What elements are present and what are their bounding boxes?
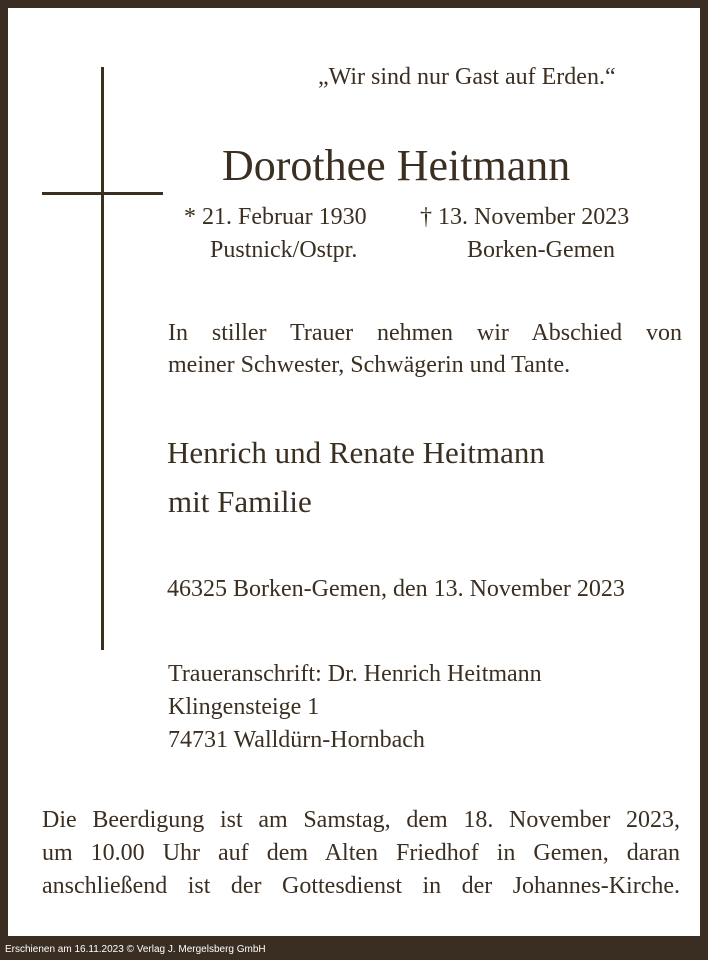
funeral-line: um 10.00 Uhr auf dem Alten Friedhof in Gemen, daran [42, 840, 680, 866]
obituary-notice [8, 8, 700, 936]
address-line: Traueranschrift: Dr. Henrich Heitmann [168, 661, 542, 687]
message-line: In stiller Trauer nehmen wir Abschied von [168, 320, 682, 346]
quote: „Wir sind nur Gast auf Erden.“ [318, 64, 616, 90]
address-line: 74731 Walldürn-Hornbach [168, 727, 425, 753]
place-date: 46325 Borken-Gemen, den 13. November 2023 [167, 576, 625, 602]
funeral-line: anschließend ist der Gottesdienst in der Johannes-Kirche. [42, 873, 680, 899]
birth-place: Pustnick/Ostpr. [210, 237, 358, 263]
funeral-info [42, 804, 680, 903]
address-line: Klingensteige 1 [168, 694, 320, 720]
family-line: mit Familie [168, 484, 312, 519]
cross-icon-vertical [101, 67, 104, 650]
publication-footer: Erschienen am 16.11.2023 © Verlag J. Mergelsberg GmbH [5, 944, 266, 955]
deceased-name: Dorothee Heitmann [222, 141, 571, 190]
message-line: meiner Schwester, Schwägerin und Tante. [168, 352, 571, 378]
death-date: † 13. November 2023 [420, 204, 630, 230]
mourning-address [168, 658, 542, 757]
death-place: Borken-Gemen [467, 237, 615, 263]
cross-icon-horizontal [42, 192, 163, 195]
birth-date: * 21. Februar 1930 [184, 204, 367, 230]
funeral-line: Die Beerdigung ist am Samstag, dem 18. November 2023, [42, 807, 680, 833]
mourning-message [168, 317, 682, 381]
family-line: Henrich und Renate Heitmann [167, 435, 545, 470]
